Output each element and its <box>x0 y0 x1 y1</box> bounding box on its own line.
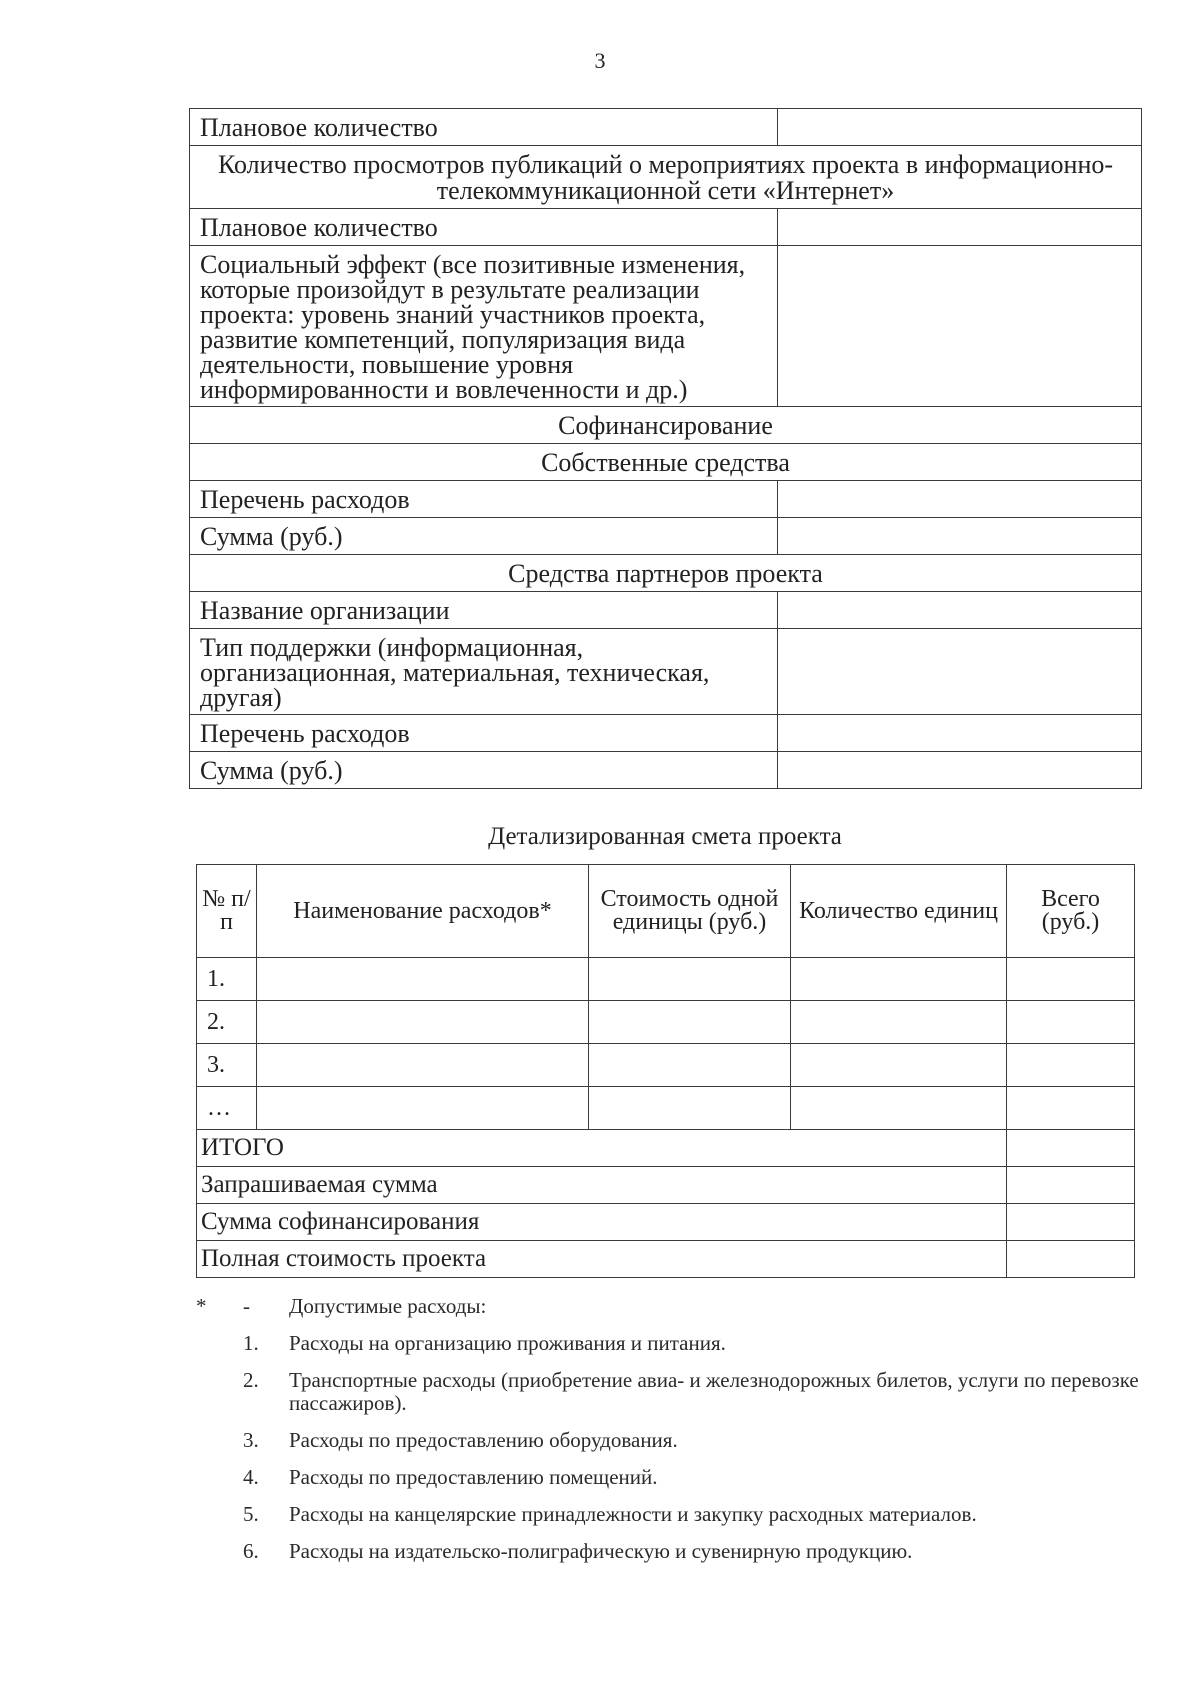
list-item-text: Расходы на организацию проживания и питания. <box>289 1331 726 1355</box>
table-row <box>197 958 1135 1001</box>
partner-sum-field[interactable] <box>778 752 1142 789</box>
planned-views-field[interactable] <box>778 209 1142 246</box>
estimate-title: Детализированная смета проекта <box>488 823 842 850</box>
total-cell[interactable] <box>1007 1001 1135 1044</box>
footnote-asterisk: * <box>196 1294 207 1318</box>
list-item <box>196 1332 1156 1355</box>
expense-name-cell[interactable] <box>257 1044 589 1087</box>
total-cell[interactable] <box>1007 1044 1135 1087</box>
org-name-label: Название организации <box>190 592 778 629</box>
list-item <box>196 1503 1156 1526</box>
quantity-cell[interactable] <box>791 1087 1007 1130</box>
expense-name-cell[interactable] <box>257 1087 589 1130</box>
allowed-expenses-footnote <box>196 1295 1156 1577</box>
unit-cost-cell[interactable] <box>589 1044 791 1087</box>
list-item-number: 3. <box>243 1428 259 1452</box>
list-item-number: 2. <box>243 1368 259 1392</box>
partner-sum-label: Сумма (руб.) <box>190 752 778 789</box>
row-number: 1. <box>197 958 257 1001</box>
planned-views-label: Плановое количество <box>190 209 778 246</box>
row-number: 2. <box>197 1001 257 1044</box>
total-label: ИТОГО <box>197 1130 1007 1167</box>
total-cell[interactable] <box>1007 958 1135 1001</box>
list-item-number: 5. <box>243 1502 259 1526</box>
allowed-expenses-list <box>196 1332 1156 1563</box>
unit-cost-cell[interactable] <box>589 958 791 1001</box>
header-quantity: Количество единиц <box>791 865 1007 958</box>
total-value-cell[interactable] <box>1007 1130 1135 1167</box>
own-sum-label: Сумма (руб.) <box>190 518 778 555</box>
unit-cost-cell[interactable] <box>589 1001 791 1044</box>
quantity-cell[interactable] <box>791 958 1007 1001</box>
header-unit-cost: Стоимость одной единицы (руб.) <box>589 865 791 958</box>
list-item <box>196 1369 1156 1415</box>
own-expense-list-label: Перечень расходов <box>190 481 778 518</box>
own-sum-field[interactable] <box>778 518 1142 555</box>
support-type-field[interactable] <box>778 629 1142 715</box>
table-row <box>197 1087 1135 1130</box>
list-item-text: Расходы на канцелярские принадлежности и закупку расходных материалов. <box>289 1502 977 1526</box>
list-item <box>196 1540 1156 1563</box>
project-form-table <box>189 108 1142 789</box>
social-effect-label: Социальный эффект (все позитивные изменения, которые произойдут в результате реализации проекта: уровень знаний участников проекта, развитие компетенций, популяризация вида деятельности, повышение уровня информированности и вовлеченности и др.) <box>190 246 778 407</box>
list-item <box>196 1466 1156 1489</box>
support-type-label: Тип поддержки (информационная, организационная, материальная, техническая, другая) <box>190 629 778 715</box>
table-row <box>197 1044 1135 1087</box>
page-number: 3 <box>594 48 606 73</box>
full-cost-label: Полная стоимость проекта <box>197 1241 1007 1278</box>
estimate-table <box>196 864 1135 1278</box>
quantity-cell[interactable] <box>791 1001 1007 1044</box>
planned-quantity-field[interactable] <box>778 109 1142 146</box>
partner-funds-heading: Средства партнеров проекта <box>190 555 1142 592</box>
unit-cost-cell[interactable] <box>589 1087 791 1130</box>
row-number: … <box>197 1087 257 1130</box>
list-item-text: Расходы по предоставлению оборудования. <box>289 1428 678 1452</box>
header-number: № п/п <box>197 865 257 958</box>
total-cell[interactable] <box>1007 1087 1135 1130</box>
full-cost-cell[interactable] <box>1007 1241 1135 1278</box>
own-expense-list-field[interactable] <box>778 481 1142 518</box>
requested-sum-cell[interactable] <box>1007 1167 1135 1204</box>
requested-sum-label: Запрашиваемая сумма <box>197 1167 1007 1204</box>
cofinancing-heading: Софинансирование <box>190 407 1142 444</box>
header-expense-name: Наименование расходов* <box>257 865 589 958</box>
planned-quantity-label: Плановое количество <box>190 109 778 146</box>
header-total: Всего (руб.) <box>1007 865 1135 958</box>
social-effect-field[interactable] <box>778 246 1142 407</box>
list-item-number: 1. <box>243 1331 259 1355</box>
row-number: 3. <box>197 1044 257 1087</box>
list-item-text: Расходы по предоставлению помещений. <box>289 1465 658 1489</box>
list-item <box>196 1429 1156 1452</box>
partner-expense-list-field[interactable] <box>778 715 1142 752</box>
footnote-dash: - <box>243 1294 250 1318</box>
cofinancing-sum-label: Сумма софинансирования <box>197 1204 1007 1241</box>
expense-name-cell[interactable] <box>257 958 589 1001</box>
org-name-field[interactable] <box>778 592 1142 629</box>
quantity-cell[interactable] <box>791 1044 1007 1087</box>
list-item-text: Расходы на издательско-полиграфическую и сувенирную продукцию. <box>289 1539 913 1563</box>
expense-name-cell[interactable] <box>257 1001 589 1044</box>
views-heading: Количество просмотров публикаций о мероприятиях проекта в информационно-телекоммуникационной сети «Интернет» <box>190 146 1142 209</box>
cofinancing-sum-cell[interactable] <box>1007 1204 1135 1241</box>
footnote-heading: Допустимые расходы: <box>289 1294 487 1318</box>
list-item-number: 6. <box>243 1539 259 1563</box>
list-item-text: Транспортные расходы (приобретение авиа- и железнодорожных билетов, услуги по перевозке пассажиров). <box>289 1368 1139 1415</box>
list-item-number: 4. <box>243 1465 259 1489</box>
table-row <box>197 1001 1135 1044</box>
own-funds-heading: Собственные средства <box>190 444 1142 481</box>
partner-expense-list-label: Перечень расходов <box>190 715 778 752</box>
